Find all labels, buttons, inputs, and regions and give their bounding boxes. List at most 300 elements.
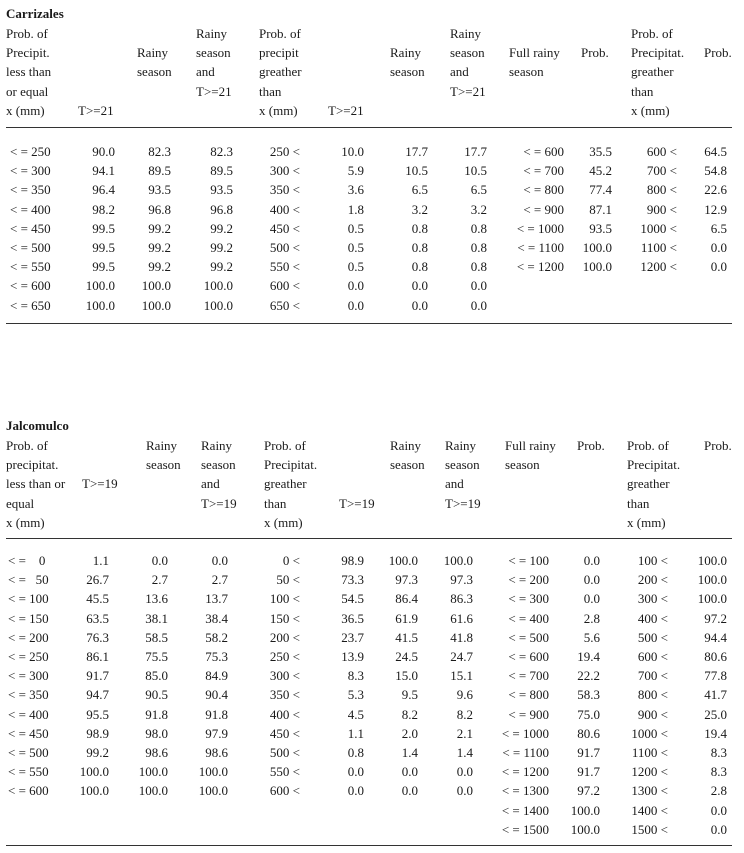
- carrizales-cell: 6.5: [710, 220, 727, 236]
- carrizales-header-line: season: [196, 45, 231, 61]
- jalcomulco-cell: 600 <: [637, 649, 668, 664]
- jalcomulco-cell: 0.0: [347, 783, 364, 799]
- jalcomulco-cell: 8.3: [347, 668, 364, 684]
- carrizales-cell: 0.8: [470, 259, 487, 275]
- jalcomulco-cell: 2.1: [456, 725, 473, 741]
- jalcomulco-cell: 94.7: [86, 687, 109, 703]
- jalcomulco-cell: 700 <: [637, 668, 668, 684]
- jalcomulco-cell: 0 <: [282, 553, 300, 568]
- jalcomulco-cell: 58.3: [577, 687, 600, 703]
- carrizales-cell: 0.0: [347, 297, 364, 313]
- jalcomulco-header-h6: [339, 494, 375, 513]
- jalcomulco-cell: 99.2: [86, 745, 109, 760]
- carrizales-cell: 54.8: [704, 163, 727, 179]
- jalcomulco-cell: 23.7: [341, 629, 364, 645]
- jalcomulco-cell: < = 500: [8, 745, 49, 760]
- carrizales-cell: 0.0: [470, 278, 487, 294]
- carrizales-header-line: Rainy: [450, 26, 482, 41]
- jalcomulco-header-line: than: [627, 495, 650, 511]
- carrizales-cell: 0.8: [470, 220, 487, 236]
- carrizales-header-line: greather: [259, 64, 302, 80]
- jalcomulco-cell: 45.5: [86, 591, 109, 607]
- jalcomulco-cell: 100.0: [570, 802, 600, 818]
- carrizales-cell: 22.6: [704, 182, 727, 198]
- jalcomulco-cell: < = 600: [8, 783, 49, 799]
- jalcomulco-cell: 100.0: [79, 783, 109, 799]
- carrizales-cell: 0.0: [710, 259, 727, 275]
- carrizales-header-line: season: [450, 45, 485, 61]
- carrizales-header-line: Prob.: [581, 45, 609, 61]
- carrizales-cell: 300 <: [269, 163, 300, 179]
- jalcomulco-cell: < = 700: [508, 668, 549, 684]
- jalcomulco-cell: < = 400: [508, 610, 549, 626]
- jalcomulco-header-line: less than or: [6, 476, 66, 492]
- carrizales-cell: < = 400: [10, 201, 51, 217]
- carrizales-header-line: Precipitat.: [631, 45, 685, 61]
- carrizales-cell: 0.8: [411, 259, 428, 275]
- jalcomulco-cell: 100 <: [637, 553, 668, 568]
- jalcomulco-cell: 5.3: [347, 687, 364, 703]
- carrizales-cell: 99.2: [148, 240, 171, 255]
- jalcomulco-cell: 100.0: [388, 553, 418, 568]
- jalcomulco-cell: 98.6: [205, 745, 228, 760]
- carrizales-cell: 800 <: [646, 182, 677, 198]
- jalcomulco-cell: 97.2: [577, 783, 600, 799]
- carrizales-header-line: Rainy: [137, 45, 169, 61]
- carrizales-cell: 45.2: [589, 163, 612, 179]
- carrizales-header-line: season: [509, 64, 544, 80]
- carrizales-cell: 0.0: [347, 278, 364, 294]
- jalcomulco-cell: 500 <: [637, 629, 668, 645]
- carrizales-header-line: T>=21: [78, 102, 114, 118]
- carrizales-cell: 0.0: [411, 278, 428, 294]
- jalcomulco-cell: 98.9: [86, 725, 109, 741]
- carrizales-cell: 10.5: [464, 163, 487, 179]
- carrizales-cell: 0.8: [411, 220, 428, 236]
- carrizales-cell: 90.0: [92, 144, 115, 159]
- carrizales-cell: 96.4: [92, 182, 115, 198]
- carrizales-cell: 12.9: [704, 201, 727, 217]
- jalcomulco-cell: 1.4: [456, 745, 473, 760]
- carrizales-cell: 10.0: [341, 144, 364, 159]
- carrizales-cell: < = 1200: [516, 259, 564, 275]
- jalcomulco-header-line: x (mm): [6, 514, 45, 530]
- jalcomulco-cell: 350 <: [269, 687, 300, 703]
- jalcomulco-cell: 97.9: [205, 725, 228, 741]
- jalcomulco-cell: 98.0: [145, 725, 168, 741]
- jalcomulco-header-line: season: [146, 457, 181, 473]
- carrizales-cell: 0.8: [411, 240, 428, 255]
- jalcomulco-cell: 76.3: [86, 629, 109, 645]
- jalcomulco-header-rule: [6, 538, 732, 539]
- carrizales-header-line: x (mm): [259, 102, 298, 118]
- carrizales-header-line: Rainy: [390, 45, 422, 61]
- jalcomulco-cell: 0.0: [710, 802, 727, 818]
- carrizales-cell: 0.0: [411, 297, 428, 313]
- carrizales-cell: < = 500: [10, 240, 51, 255]
- jalcomulco-header-line: Precipitat.: [264, 457, 318, 473]
- jalcomulco-cell: 91.7: [577, 764, 600, 780]
- jalcomulco-cell: 900 <: [637, 706, 668, 722]
- jalcomulco-cell: 86.4: [395, 591, 418, 607]
- jalcomulco-cell: < = 100: [508, 553, 549, 568]
- jalcomulco-cell: 50 <: [276, 572, 300, 588]
- carrizales-header-h9: [509, 43, 560, 81]
- carrizales-cell: < = 600: [10, 278, 51, 294]
- jalcomulco-cell: 77.8: [704, 668, 727, 684]
- carrizales-header-line: Rainy: [196, 26, 228, 41]
- carrizales-cell: 650 <: [269, 297, 300, 313]
- carrizales-header-h3: [137, 43, 172, 81]
- carrizales-cell: 0.0: [710, 240, 727, 255]
- carrizales-cell: < = 700: [523, 163, 564, 179]
- jalcomulco-cell: < = 150: [8, 610, 49, 626]
- jalcomulco-cell: < = 450: [8, 725, 49, 741]
- carrizales-cell: < = 900: [523, 201, 564, 217]
- jalcomulco-cell: < = 500: [508, 629, 549, 645]
- carrizales-header-line: season: [390, 64, 425, 80]
- jalcomulco-header-line: Prob.: [577, 438, 605, 453]
- carrizales-header-line: T>=21: [328, 102, 364, 118]
- carrizales-header-line: Full rainy: [509, 45, 560, 61]
- carrizales-cell: < = 1000: [516, 220, 564, 236]
- jalcomulco-cell: < = 1500: [501, 821, 549, 837]
- jalcomulco-header-h8: [445, 436, 481, 513]
- jalcomulco-cell: 98.6: [145, 745, 168, 760]
- jalcomulco-cell: 0.0: [583, 572, 600, 588]
- jalcomulco-cell: 15.1: [450, 668, 473, 684]
- jalcomulco-cell: 41.7: [704, 687, 727, 703]
- jalcomulco-title: Jalcomulco: [6, 418, 69, 433]
- jalcomulco-cell: 8.2: [401, 706, 418, 722]
- jalcomulco-header-h5: [264, 436, 317, 532]
- jalcomulco-cell: 63.5: [86, 610, 109, 626]
- jalcomulco-cell: < = 550: [8, 764, 49, 780]
- jalcomulco-cell: 90.4: [205, 687, 228, 703]
- carrizales-cell: 3.2: [411, 201, 428, 217]
- jalcomulco-cell: < = 1000: [501, 725, 549, 741]
- jalcomulco-cell: 9.6: [456, 687, 473, 703]
- carrizales-cell: 17.7: [405, 144, 428, 159]
- carrizales-header-line: x (mm): [631, 102, 670, 118]
- carrizales-cell: 100.0: [141, 278, 171, 294]
- carrizales-header-h8: [450, 24, 486, 101]
- jalcomulco-cell: 0.0: [456, 783, 473, 799]
- carrizales-header-h4: [196, 24, 232, 101]
- carrizales-cell: 1.8: [347, 201, 364, 217]
- jalcomulco-cell: 2.8: [583, 610, 600, 626]
- carrizales-cell: 99.2: [210, 259, 233, 275]
- carrizales-cell: 10.5: [405, 163, 428, 179]
- jalcomulco-cell: 8.3: [710, 764, 727, 780]
- carrizales-cell: 600 <: [269, 278, 300, 294]
- carrizales-cell: < = 600: [523, 144, 564, 159]
- jalcomulco-cell: 400 <: [269, 706, 300, 722]
- carrizales-cell: 35.5: [589, 144, 612, 159]
- jalcomulco-cell: 100 <: [269, 591, 300, 607]
- carrizales-cell: 64.5: [704, 144, 727, 159]
- carrizales-cell: < = 300: [10, 163, 51, 179]
- jalcomulco-header-line: Rainy: [390, 438, 422, 453]
- carrizales-cell: 99.2: [148, 220, 171, 236]
- jalcomulco-cell: 91.8: [145, 706, 168, 722]
- carrizales-cell: 82.3: [210, 144, 233, 159]
- jalcomulco-cell: 100.0: [697, 572, 727, 588]
- carrizales-cell: 0.8: [470, 240, 487, 255]
- carrizales-cell: 1100 <: [640, 240, 677, 255]
- jalcomulco-cell: < = 350: [8, 687, 49, 703]
- jalcomulco-cell: 1100 <: [631, 745, 668, 760]
- carrizales-header-line: x (mm): [6, 102, 45, 118]
- carrizales-cell: 1200 <: [640, 259, 677, 275]
- jalcomulco-cell: 1.1: [92, 553, 109, 568]
- carrizales-header-h5: [259, 24, 302, 120]
- jalcomulco-cell: 91.7: [577, 745, 600, 760]
- jalcomulco-header-line: T>=19: [445, 495, 481, 511]
- carrizales-cell: 500 <: [269, 240, 300, 255]
- carrizales-header-line: and: [196, 64, 215, 80]
- carrizales-cell: < = 650: [10, 297, 51, 313]
- jalcomulco-cell: < = 900: [508, 706, 549, 722]
- carrizales-cell: 6.5: [470, 182, 487, 198]
- jalcomulco-header-h3: [146, 436, 181, 474]
- carrizales-header-h1: [6, 24, 51, 120]
- carrizales-cell: 93.5: [210, 182, 233, 198]
- carrizales-cell: 0.0: [470, 297, 487, 313]
- carrizales-cell: 400 <: [269, 201, 300, 217]
- jalcomulco-cell: < = 300: [8, 668, 49, 684]
- jalcomulco-cell: 13.7: [205, 591, 228, 607]
- jalcomulco-cell: 250 <: [269, 649, 300, 664]
- carrizales-header-line: precipit: [259, 45, 299, 61]
- jalcomulco-cell: < = 300: [508, 591, 549, 607]
- carrizales-cell: 900 <: [646, 201, 677, 217]
- jalcomulco-header-line: greather: [627, 476, 670, 492]
- carrizales-cell: 3.6: [347, 182, 364, 198]
- jalcomulco-header-h4: [201, 436, 237, 513]
- jalcomulco-header-line: Prob. of: [627, 438, 669, 453]
- carrizales-cell: 99.5: [92, 240, 115, 255]
- jalcomulco-cell: 25.0: [704, 706, 727, 722]
- jalcomulco-cell: 0.0: [710, 821, 727, 837]
- jalcomulco-cell: 86.1: [86, 649, 109, 664]
- carrizales-header-line: Prob. of: [6, 26, 48, 41]
- jalcomulco-cell: 15.0: [395, 668, 418, 684]
- carrizales-header-line: T>=21: [196, 83, 232, 99]
- jalcomulco-header-line: season: [445, 457, 480, 473]
- jalcomulco-cell: 1200 <: [631, 764, 668, 780]
- jalcomulco-cell: 100.0: [697, 553, 727, 568]
- jalcomulco-cell: 80.6: [577, 725, 600, 741]
- carrizales-cell: 77.4: [589, 182, 612, 198]
- jalcomulco-cell: 13.6: [145, 591, 168, 607]
- carrizales-cell: 100.0: [582, 259, 612, 275]
- jalcomulco-cell: 24.7: [450, 649, 473, 664]
- carrizales-cell: 100.0: [582, 240, 612, 255]
- jalcomulco-cell: 85.0: [145, 668, 168, 684]
- carrizales-cell: 99.5: [92, 220, 115, 236]
- jalcomulco-cell: < = 1300: [501, 783, 549, 799]
- jalcomulco-cell: 0.0: [401, 783, 418, 799]
- carrizales-header-line: and: [450, 64, 469, 80]
- carrizales-cell: 250 <: [269, 144, 300, 159]
- jalcomulco-cell: < = 800: [508, 687, 549, 703]
- jalcomulco-cell: 36.5: [341, 610, 364, 626]
- carrizales-header-h7: [390, 43, 425, 81]
- jalcomulco-cell: 97.3: [395, 572, 418, 588]
- jalcomulco-cell: 150 <: [269, 610, 300, 626]
- jalcomulco-cell: 94.4: [704, 629, 727, 645]
- jalcomulco-header-line: Precipitat.: [627, 457, 681, 473]
- carrizales-cell: 17.7: [464, 144, 487, 159]
- jalcomulco-cell: 54.5: [341, 591, 364, 607]
- jalcomulco-cell: 95.5: [86, 706, 109, 722]
- jalcomulco-cell: 0.0: [401, 764, 418, 780]
- jalcomulco-header-line: season: [390, 457, 425, 473]
- carrizales-header-line: less than: [6, 64, 52, 80]
- carrizales-cell: 450 <: [269, 220, 300, 236]
- jalcomulco-cell: 0.0: [347, 764, 364, 780]
- jalcomulco-cell: 9.5: [401, 687, 418, 703]
- carrizales-cell: 0.5: [347, 259, 364, 275]
- carrizales-cell: 93.5: [589, 220, 612, 236]
- carrizales-cell: < = 350: [10, 182, 51, 198]
- jalcomulco-cell: 61.9: [395, 610, 418, 626]
- jalcomulco-cell: 0.0: [583, 553, 600, 568]
- carrizales-cell: 98.2: [92, 201, 115, 217]
- jalcomulco-header-line: equal: [6, 495, 35, 511]
- carrizales-header-h2: [78, 101, 114, 120]
- jalcomulco-cell: 5.6: [583, 629, 600, 645]
- jalcomulco-header-line: T>=19: [201, 495, 237, 511]
- carrizales-cell: < = 550: [10, 259, 51, 275]
- jalcomulco-cell: 100.0: [138, 783, 168, 799]
- jalcomulco-cell: 84.9: [205, 668, 228, 684]
- jalcomulco-cell: < = 0: [8, 553, 46, 568]
- jalcomulco-cell: 200 <: [269, 629, 300, 645]
- jalcomulco-cell: 0.0: [151, 553, 168, 568]
- carrizales-cell: 100.0: [203, 278, 233, 294]
- jalcomulco-cell: 91.8: [205, 706, 228, 722]
- carrizales-cell: 3.2: [470, 201, 487, 217]
- jalcomulco-cell: 1000 <: [631, 725, 668, 741]
- carrizales-cell: < = 450: [10, 220, 51, 236]
- jalcomulco-header-line: Full rainy: [505, 438, 556, 453]
- jalcomulco-cell: 1.4: [401, 745, 418, 760]
- carrizales-cell: 89.5: [148, 163, 171, 179]
- jalcomulco-cell: 100.0: [198, 783, 228, 799]
- carrizales-header-line: Prob. of: [631, 26, 673, 41]
- jalcomulco-cell: 1.1: [347, 725, 364, 741]
- jalcomulco-cell: 73.3: [341, 572, 364, 588]
- carrizales-cell: 94.1: [92, 163, 115, 179]
- jalcomulco-cell: 86.3: [450, 591, 473, 607]
- carrizales-cell: 89.5: [210, 163, 233, 179]
- jalcomulco-cell: 600 <: [269, 783, 300, 799]
- jalcomulco-header-line: Rainy: [146, 438, 178, 453]
- jalcomulco-header-line: Rainy: [201, 438, 233, 453]
- jalcomulco-cell: 38.1: [145, 610, 168, 626]
- jalcomulco-cell: 100.0: [697, 591, 727, 607]
- jalcomulco-header-line: T>=19: [82, 476, 118, 492]
- carrizales-header-line: T>=21: [450, 83, 486, 99]
- jalcomulco-cell: 550 <: [269, 764, 300, 780]
- jalcomulco-cell: 1400 <: [631, 802, 668, 818]
- carrizales-cell: 93.5: [148, 182, 171, 198]
- jalcomulco-header-line: Prob.: [704, 438, 732, 453]
- carrizales-header-h10: [581, 43, 609, 62]
- jalcomulco-cell: 0.0: [583, 591, 600, 607]
- jalcomulco-cell: < = 600: [508, 649, 549, 664]
- carrizales-header-h11: [631, 24, 684, 120]
- jalcomulco-cell: 91.7: [86, 668, 109, 684]
- jalcomulco-cell: 100.0: [79, 764, 109, 780]
- jalcomulco-cell: 24.5: [395, 649, 418, 664]
- jalcomulco-cell: 58.5: [145, 629, 168, 645]
- jalcomulco-cell: 90.5: [145, 687, 168, 703]
- jalcomulco-cell: 8.3: [710, 745, 727, 760]
- carrizales-cell: < = 800: [523, 182, 564, 198]
- carrizales-cell: 99.2: [210, 220, 233, 236]
- jalcomulco-header-line: Rainy: [445, 438, 477, 453]
- jalcomulco-cell: 2.8: [710, 783, 727, 799]
- jalcomulco-cell: 26.7: [86, 572, 109, 588]
- jalcomulco-cell: < = 200: [8, 629, 49, 645]
- jalcomulco-cell: 0.8: [347, 745, 364, 760]
- carrizales-header-line: greather: [631, 64, 674, 80]
- jalcomulco-cell: 300 <: [269, 668, 300, 684]
- carrizales-cell: 100.0: [141, 297, 171, 313]
- carrizales-cell: 600 <: [646, 144, 677, 159]
- jalcomulco-header-h12: [704, 436, 732, 455]
- carrizales-title: Carrizales: [6, 6, 64, 21]
- jalcomulco-cell: 41.8: [450, 629, 473, 645]
- jalcomulco-header-h11: [627, 436, 680, 532]
- carrizales-header-line: or equal: [6, 83, 49, 99]
- carrizales-cell: 350 <: [269, 182, 300, 198]
- jalcomulco-cell: 75.5: [145, 649, 168, 664]
- carrizales-header-line: Precipit.: [6, 45, 50, 61]
- jalcomulco-cell: 61.6: [450, 610, 473, 626]
- carrizales-cell: 99.5: [92, 259, 115, 275]
- carrizales-cell: 5.9: [347, 163, 364, 179]
- jalcomulco-cell: 2.0: [401, 725, 418, 741]
- carrizales-bottom-rule: [6, 323, 732, 324]
- jalcomulco-cell: 41.5: [395, 629, 418, 645]
- jalcomulco-cell: 0.0: [456, 764, 473, 780]
- jalcomulco-cell: 100.0: [570, 821, 600, 837]
- jalcomulco-cell: 80.6: [704, 649, 727, 664]
- jalcomulco-header-line: x (mm): [264, 514, 303, 530]
- jalcomulco-cell: 19.4: [704, 725, 727, 741]
- jalcomulco-header-h10: [577, 436, 605, 455]
- carrizales-cell: 550 <: [269, 259, 300, 275]
- jalcomulco-cell: 400 <: [637, 610, 668, 626]
- jalcomulco-cell: 75.3: [205, 649, 228, 664]
- jalcomulco-cell: 0.0: [211, 553, 228, 568]
- jalcomulco-cell: < = 1200: [501, 764, 549, 780]
- carrizales-cell: 1000 <: [640, 220, 677, 236]
- carrizales-header-line: than: [631, 83, 654, 99]
- jalcomulco-cell: < = 50: [8, 572, 49, 588]
- jalcomulco-cell: < = 400: [8, 706, 49, 722]
- jalcomulco-cell: 2.7: [211, 572, 228, 588]
- carrizales-cell: 96.8: [148, 201, 171, 217]
- jalcomulco-cell: < = 1100: [502, 745, 549, 760]
- jalcomulco-header-line: Prob. of: [6, 438, 48, 453]
- jalcomulco-cell: 22.2: [577, 668, 600, 684]
- jalcomulco-cell: < = 100: [8, 591, 49, 607]
